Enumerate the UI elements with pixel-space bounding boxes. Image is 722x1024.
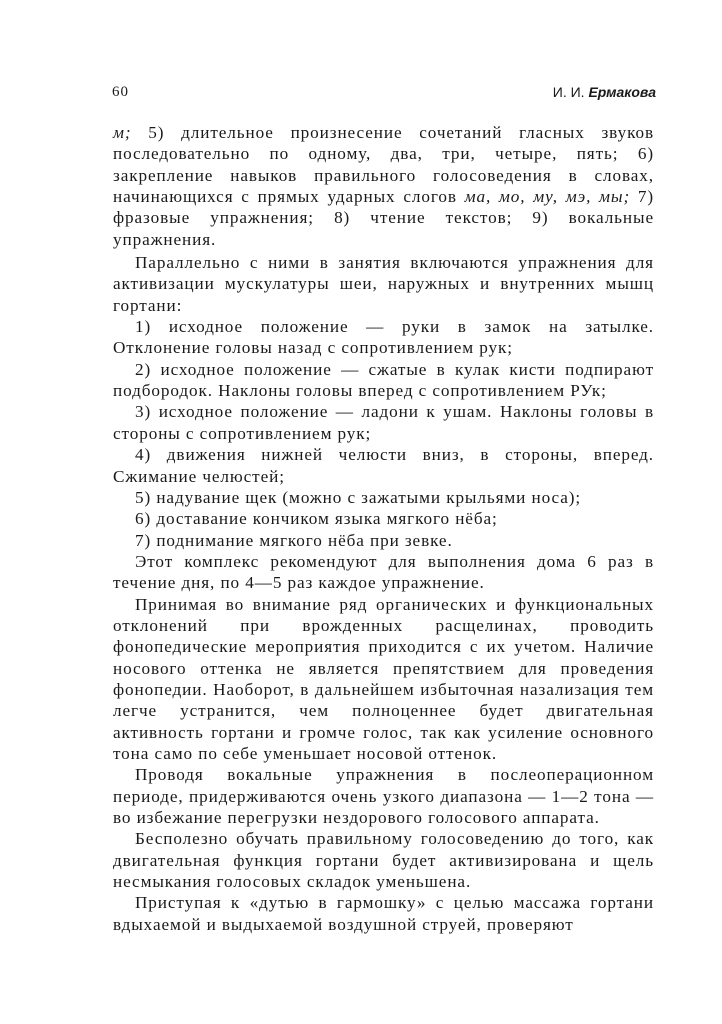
text-fragment: 1) исходное положение — руки в замок на затылке. Отклонение головы назад с сопротивлением рук;: [113, 317, 654, 358]
italic-fragment: ма, мо, му, мэ, мы;: [464, 187, 631, 207]
paragraph: [113, 252, 654, 316]
paragraph: [113, 828, 654, 892]
running-head: [553, 84, 656, 100]
page-number: 60: [112, 84, 129, 100]
text-fragment: 7) поднимание мягкого нёба при зевке.: [135, 530, 453, 550]
text-fragment: 5) длительное произнесение сочетаний гласных звуков последовательно по одному, два, три, четыре, пять; 6) закрепление навыков правильного голосоведения в словах, начинающихся с прямых ударных слогов: [113, 123, 654, 207]
text-fragment: Приступая к «дутью в гармошку» с целью массажа гортани вдыхаемой и выдыхаемой воздушной струей, проверяют: [113, 893, 654, 934]
text-fragment: Этот комплекс рекомендуют для выполнения дома 6 раз в течение дня, по 4—5 раз каждое упражнение.: [113, 551, 654, 593]
author-initials: И. И.: [552, 84, 585, 100]
text-fragment: 6) доставание кончиком языка мягкого нёба;: [135, 509, 498, 529]
exercise-item: [113, 487, 654, 508]
exercise-item: [113, 359, 654, 402]
exercise-item: [113, 401, 654, 444]
exercise-item: [113, 530, 654, 551]
text-fragment: Бесполезно обучать правильному голосоведению до того, как двигательная функция гортани будет активизирована и щель несмыкания голосовых складок уменьшена.: [113, 829, 654, 892]
text-fragment: 4) движения нижней челюсти вниз, в стороны, вперед. Сжимание челюстей;: [113, 445, 654, 486]
author-surname: Ермакова: [588, 84, 656, 100]
text-fragment: Параллельно с ними в занятия включаются упражнения для активизации мускулатуры шеи, наружных и внутренних мышц гортани:: [113, 253, 654, 315]
exercise-item: [113, 316, 654, 359]
text-fragment: 3) исходное положение — ладони к ушам. Наклоны головы в стороны с сопротивлением рук;: [113, 402, 654, 443]
paragraph: [113, 551, 654, 594]
paragraph: [113, 764, 654, 828]
text-fragment: 7) фразовые упражнения; 8) чтение текстов; 9) вокальные упражнения.: [113, 187, 654, 249]
page-header: [112, 84, 656, 106]
exercise-item: [113, 444, 654, 487]
body-text: [113, 122, 654, 935]
text-fragment: Проводя вокальные упражнения в послеоперационном периоде, придерживаются очень узкого диапазона — 1—2 тона — во избежание перегрузки нездорового голосового аппарата.: [113, 765, 654, 827]
text-fragment: 2) исходное положение — сжатые в кулак кисти подпирают подбородок. Наклоны головы вперед с сопротивлением РУк;: [113, 359, 654, 401]
exercise-item: [113, 508, 654, 529]
text-fragment: Принимая во внимание ряд органических и функциональных отклонений при врожденных расщелинах, проводить фонопедические мероприятия приходится с их учетом. Наличие носового оттенка не является препятствием для проведения фонопедии. Наоборот, в дальнейшем избыточная назализация тем легче устранится, чем полноценнее будет двигательная активность гортани и громче голос, так как усиление основного тона само по себе уменьшает носовой оттенок.: [113, 594, 654, 763]
paragraph: [113, 892, 654, 935]
italic-fragment: м;: [113, 123, 132, 142]
paragraph: [113, 594, 654, 765]
paragraph-continuation: [113, 122, 654, 250]
text-fragment: 5) надувание щек (можно с зажатыми крыльями носа);: [135, 487, 582, 507]
